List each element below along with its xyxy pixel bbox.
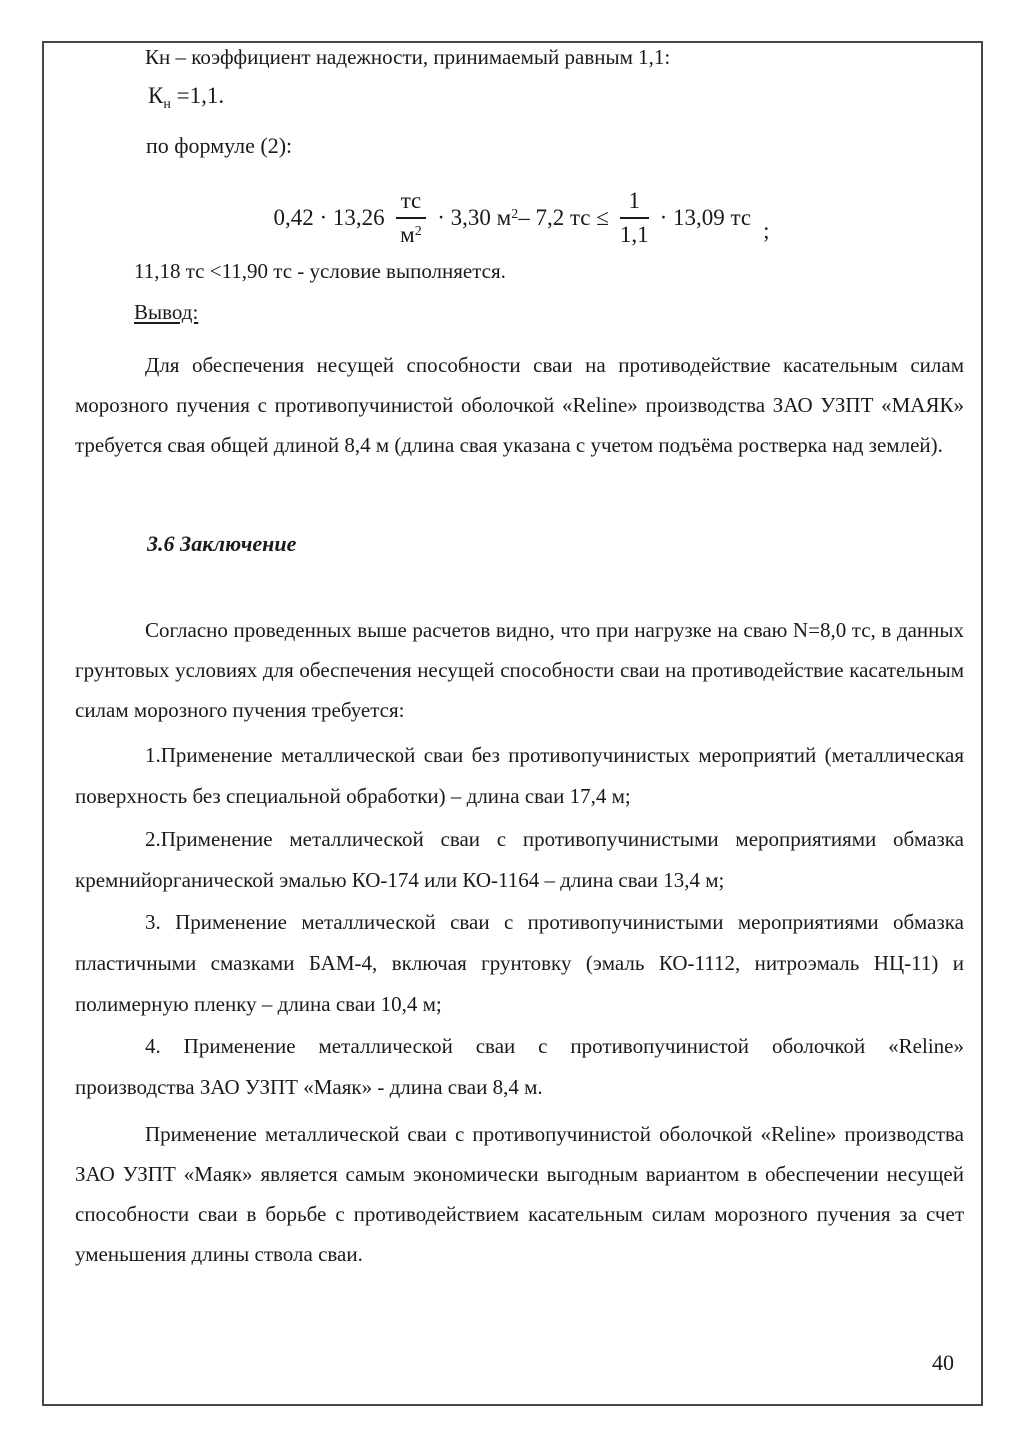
formula-intro-line: по формуле (2): bbox=[146, 133, 293, 158]
fraction-denominator: 1,1 bbox=[619, 222, 649, 247]
list-item-3: 3. Применение металлической сваи с противопучинистыми мероприятиями обмазка пластичными смазками БАМ-4, включая грунтовку (эмаль КО-1112, нитроэмаль НЦ-11) и полимерную пленку – длина сваи 10,4 м; bbox=[75, 910, 964, 1016]
kn-equals-value: =1,1. bbox=[170, 83, 225, 108]
fraction-numerator: 1 bbox=[620, 188, 649, 219]
vyvod-label: Вывод: bbox=[134, 300, 199, 324]
formula-semicolon: ; bbox=[763, 218, 770, 243]
formula-fraction-1-11 bbox=[620, 188, 649, 249]
formula-block bbox=[75, 178, 964, 258]
kn-definition-line: Кн – коэффициент надежности, принимаемый равным 1,1: bbox=[145, 45, 671, 69]
formula-coefficients: 0,42 · 13,26 bbox=[273, 205, 385, 230]
fraction-denominator: $м^2$ bbox=[400, 222, 422, 247]
kn-subscript: н bbox=[163, 97, 171, 112]
list-item-2: 2.Применение металлической сваи с противопучинистыми мероприятиями обмазка кремнийорганической эмалью КО-174 или КО-1164 – длина сваи 13,4 м; bbox=[75, 827, 964, 892]
section-heading: 3.6 Заключение bbox=[147, 531, 297, 556]
vyvod-paragraph: Для обеспечения несущей способности сваи на противодействие касательным силам морозного пучения с противопучинистой оболочкой «Reline» производства ЗАО УЗПТ «МАЯК» требуется свая общей длиной 8,4 м (длина свая указана с учетом подъёма ростверка над землей). bbox=[75, 353, 964, 457]
conclusion-intro-paragraph: Согласно проведенных выше расчетов видно, что при нагрузке на сваю N=8,0 тс, в данных грунтовых условиях для обеспечения несущей способности сваи на противодействие касательным силам морозного пучения требуется: bbox=[75, 618, 964, 722]
formula-fraction-ts-m2 bbox=[396, 188, 427, 249]
fraction-numerator: тс bbox=[396, 188, 427, 219]
formula-middle-term: · 3,30 $м^2-$ 7,2 тс ≤ bbox=[437, 205, 609, 230]
page-number: 40 bbox=[932, 1350, 954, 1375]
kn-value-line bbox=[148, 83, 224, 113]
list-item-1: 1.Применение металлической сваи без противопучинистых мероприятий (металлическая поверхность без специальной обработки) – длина сваи 17,4 м; bbox=[75, 743, 964, 808]
formula-tail-term: · 13,09 тс bbox=[659, 205, 752, 230]
final-paragraph: Применение металлической сваи с противопучинистой оболочкой «Reline» производства ЗАО УЗПТ «Маяк» является самым экономически выгодным вариантом в обеспечении несущей способности сваи в борьбе с противодействием касательным силам морозного пучения за счет уменьшения длины ствола сваи. bbox=[75, 1122, 964, 1266]
list-item-4: 4. Применение металлической сваи с противопучинистой оболочкой «Reline» производства ЗАО УЗПТ «Маяк» - длина сваи 8,4 м. bbox=[75, 1034, 964, 1099]
condition-check-line: 11,18 тс <11,90 тс - условие выполняется. bbox=[134, 259, 506, 283]
kn-symbol: К bbox=[148, 83, 164, 108]
